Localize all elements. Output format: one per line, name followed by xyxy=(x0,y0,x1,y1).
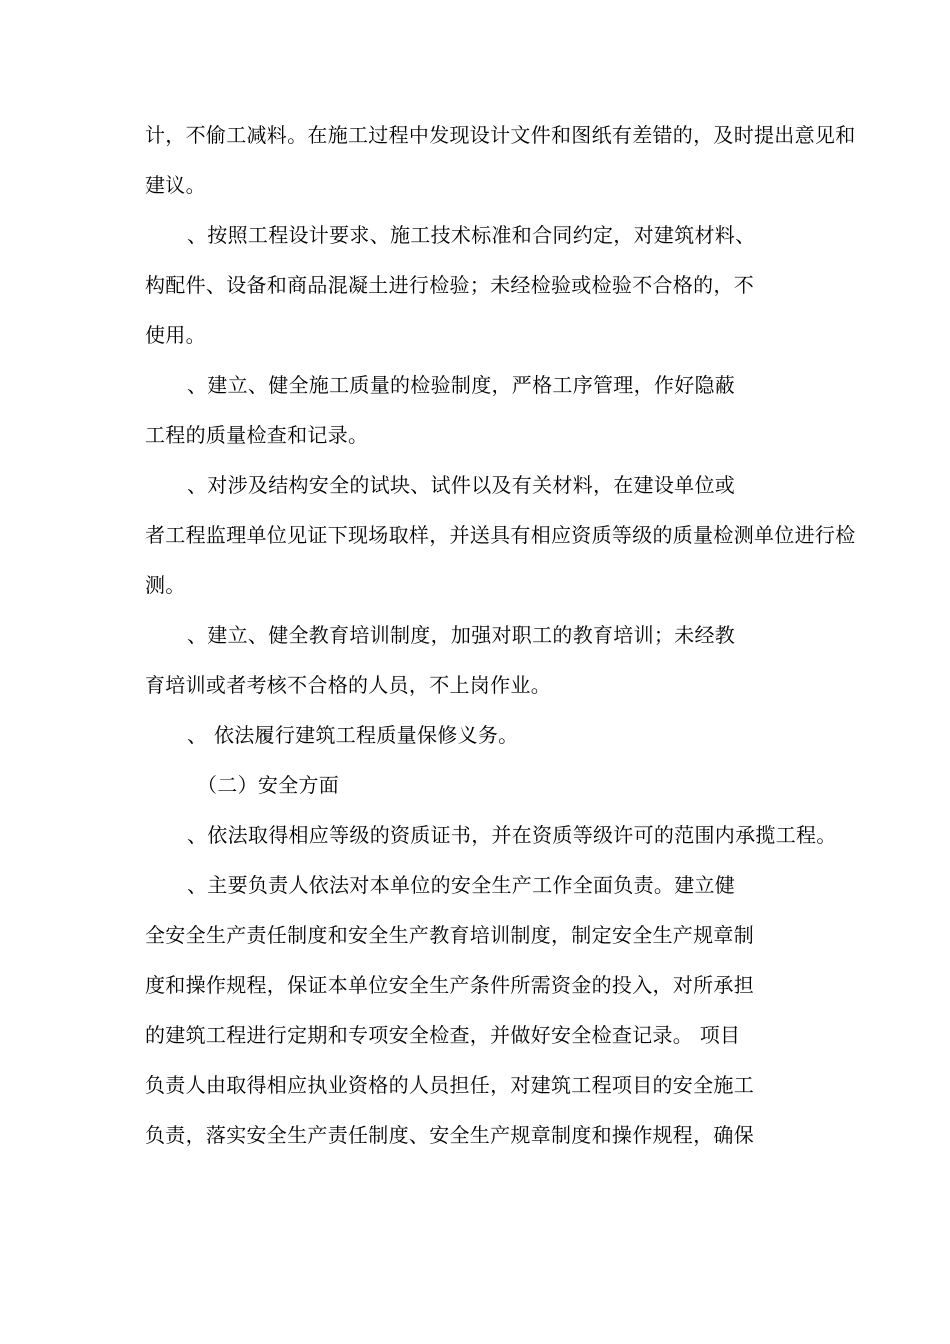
paragraph-continuation xyxy=(145,110,856,210)
paragraph-training xyxy=(145,610,810,710)
section-heading xyxy=(145,760,810,810)
text-line: 负责人由取得相应执业资格的人员担任，对建筑工程项目的安全施工 xyxy=(145,1073,754,1097)
paragraph-warranty xyxy=(145,710,810,760)
text-line: 、主要负责人依法对本单位的安全生产工作全面负责。建立健 xyxy=(187,873,736,897)
text-line: 计，不偷工减料。在施工过程中发现设计文件和图纸有差错的，及时提出意见和 xyxy=(145,123,856,147)
text-line: 构配件、设备和商品混凝土进行检验；未经检验或检验不合格的，不 xyxy=(145,273,754,297)
text-line: 负责，落实安全生产责任制度、安全生产规章制度和操作规程，确保 xyxy=(145,1123,754,1147)
text-line: 、按照工程设计要求、施工技术标准和合同约定，对建筑材料、 xyxy=(187,223,756,247)
paragraph-qualification xyxy=(145,810,837,860)
text-line: 工程的质量检查和记录。 xyxy=(145,423,369,447)
text-line: 、 依法履行建筑工程质量保修义务。 xyxy=(187,723,519,747)
text-line: 者工程监理单位见证下现场取样，并送具有相应资质等级的质量检测单位进行检 xyxy=(145,523,856,547)
text-line: 建议。 xyxy=(145,173,206,197)
text-line: 、建立、健全施工质量的检验制度，严格工序管理，作好隐蔽 xyxy=(187,373,736,397)
text-line: 的建筑工程进行定期和专项安全检查，并做好安全检查记录。 项目 xyxy=(145,1023,741,1047)
heading-text: （二）安全方面 xyxy=(197,773,340,797)
text-line: 、建立、健全教育培训制度，加强对职工的教育培训；未经教 xyxy=(187,623,736,647)
text-line: 、对涉及结构安全的试块、试件以及有关材料，在建设单位或 xyxy=(187,473,736,497)
paragraph-quality-inspection-system xyxy=(145,360,810,460)
text-line: 、依法取得相应等级的资质证书，并在资质等级许可的范围内承揽工程。 xyxy=(187,823,837,847)
text-line: 全安全生产责任制度和安全生产教育培训制度，制定安全生产规章制 xyxy=(145,923,754,947)
paragraph-material-inspection xyxy=(145,210,810,360)
text-line: 育培训或者考核不合格的人员，不上岗作业。 xyxy=(145,673,551,697)
text-line: 使用。 xyxy=(145,323,206,347)
paragraph-sampling xyxy=(145,460,856,610)
paragraph-safety-responsibility xyxy=(145,860,810,1160)
text-line: 度和操作规程，保证本单位安全生产条件所需资金的投入，对所承担 xyxy=(145,973,754,997)
text-line: 测。 xyxy=(145,573,186,597)
